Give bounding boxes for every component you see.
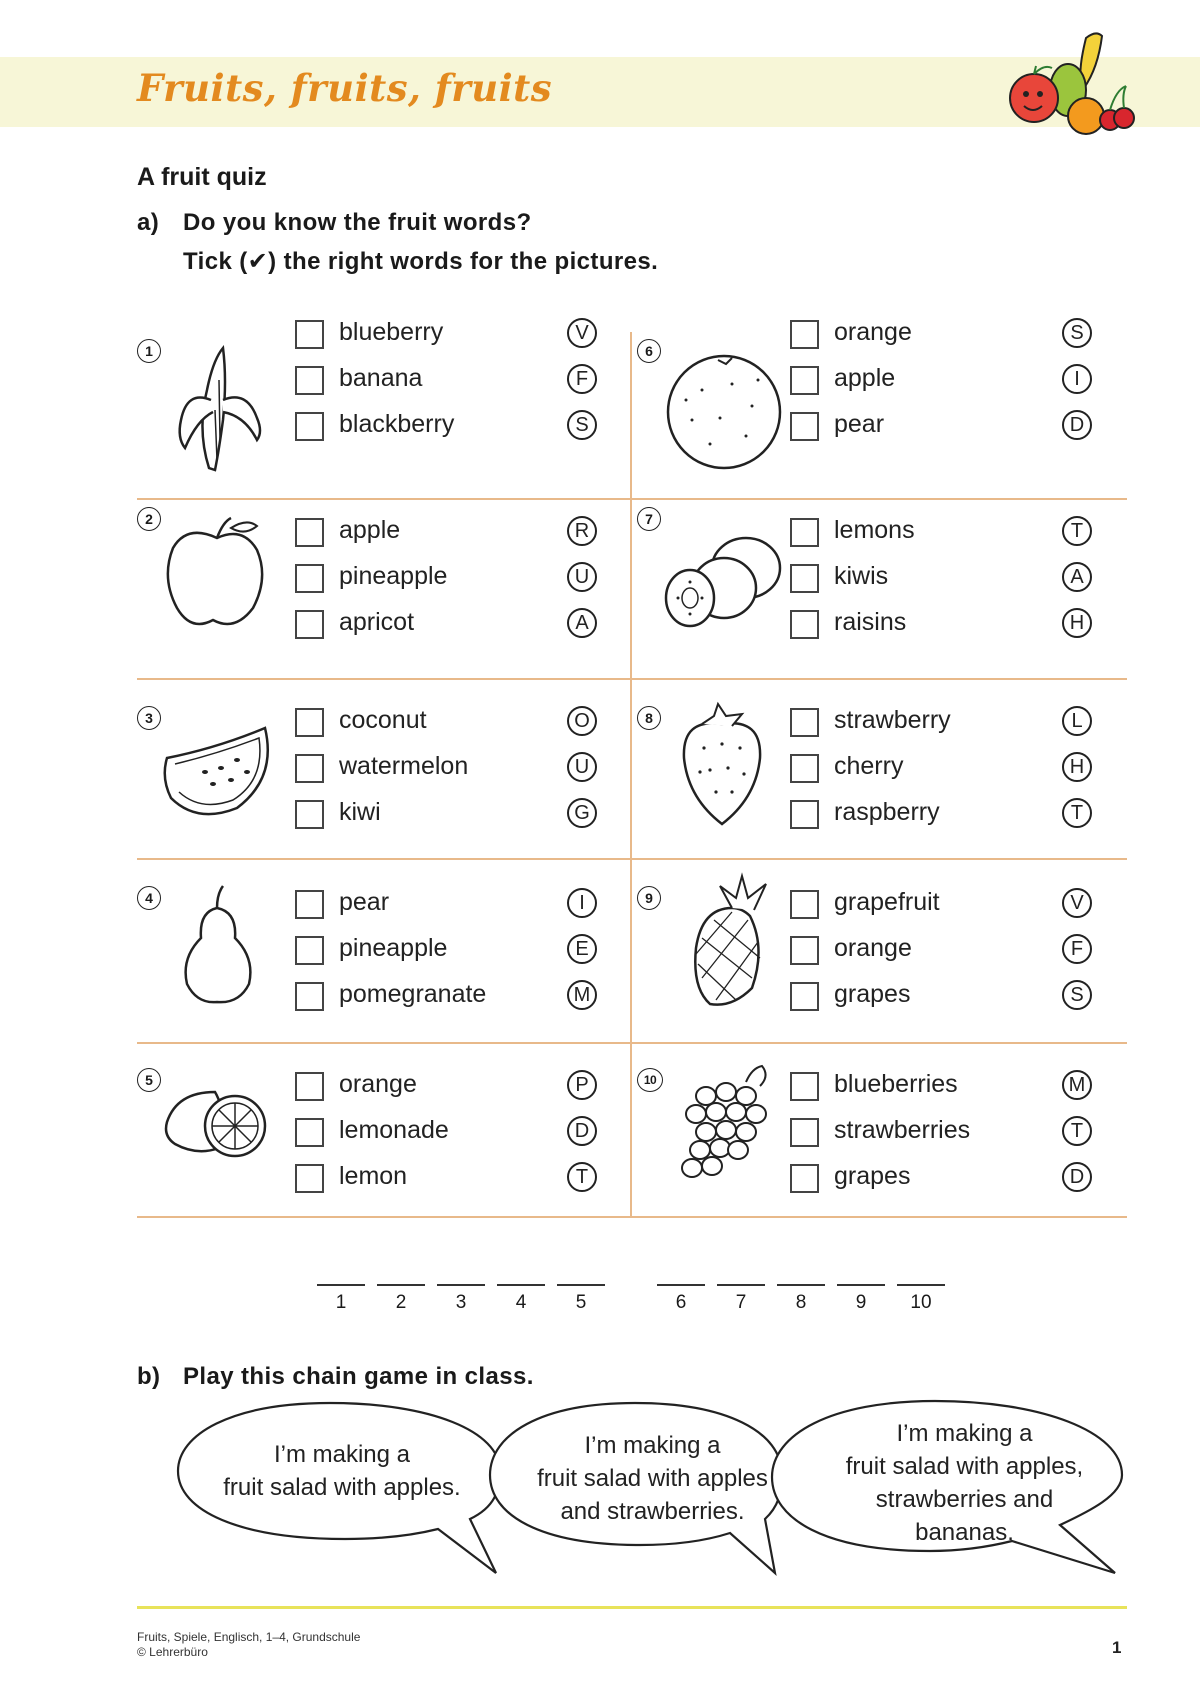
letter-code: V — [1062, 888, 1092, 918]
option-word: blueberries — [834, 1070, 958, 1098]
bubble-1-text: I’m making a fruit salad with apples. — [223, 1441, 461, 1501]
quiz-item — [632, 858, 1127, 1042]
page-number: 1 — [1112, 1638, 1122, 1657]
option-word: watermelon — [339, 752, 469, 780]
quiz-item — [137, 678, 632, 858]
tick-checkbox[interactable] — [295, 800, 324, 829]
grapes-icon — [662, 1052, 782, 1192]
letter-code: F — [567, 364, 597, 394]
tick-checkbox[interactable] — [790, 366, 819, 395]
letter-code: D — [1062, 1162, 1092, 1192]
letter-code: U — [567, 562, 597, 592]
option-row — [295, 705, 625, 745]
tick-checkbox[interactable] — [790, 518, 819, 547]
quiz-item — [137, 318, 632, 498]
tick-checkbox[interactable] — [790, 1164, 819, 1193]
option-row — [790, 561, 1120, 601]
item-number: 10 — [637, 1068, 663, 1092]
option-row — [790, 979, 1120, 1019]
tick-checkbox[interactable] — [790, 564, 819, 593]
answer-number: 8 — [795, 1292, 807, 1313]
item-number: 2 — [137, 507, 161, 531]
option-word: pear — [834, 410, 885, 438]
letter-code: P — [567, 1070, 597, 1100]
tick-checkbox[interactable] — [790, 708, 819, 737]
option-row — [295, 887, 625, 927]
quiz-item — [632, 1042, 1127, 1216]
option-word: orange — [834, 934, 912, 962]
option-word: apple — [339, 516, 401, 544]
quiz-item — [632, 678, 1127, 858]
page-title: Fruits, fruits, fruits — [137, 66, 553, 110]
letter-code: H — [1062, 608, 1092, 638]
option-word: grapefruit — [834, 888, 940, 916]
tick-checkbox[interactable] — [790, 610, 819, 639]
letter-code: A — [1062, 562, 1092, 592]
lemon-icon — [157, 1052, 277, 1192]
letter-code: S — [1062, 318, 1092, 348]
option-word: lemon — [339, 1162, 408, 1190]
letter-code: D — [567, 1116, 597, 1146]
answer-number: 7 — [735, 1292, 747, 1313]
option-row — [295, 1161, 625, 1201]
option-word: coconut — [339, 706, 427, 734]
tick-checkbox[interactable] — [790, 936, 819, 965]
option-word: cherry — [834, 752, 904, 780]
footer-rule — [137, 1606, 1127, 1609]
task-b-letter: b) — [137, 1363, 161, 1390]
option-row — [295, 561, 625, 601]
option-word: grapes — [834, 1162, 911, 1190]
option-word: lemonade — [339, 1116, 449, 1144]
option-word: pineapple — [339, 934, 448, 962]
letter-code: T — [1062, 798, 1092, 828]
letter-code: T — [1062, 516, 1092, 546]
answer-slot[interactable] — [497, 1284, 545, 1286]
option-word: grapes — [834, 980, 911, 1008]
tick-checkbox[interactable] — [790, 1072, 819, 1101]
tick-checkbox[interactable] — [295, 708, 324, 737]
option-row — [790, 1069, 1120, 1109]
tick-checkbox[interactable] — [295, 936, 324, 965]
item-number: 8 — [637, 706, 661, 730]
section-heading: A fruit quiz — [137, 163, 267, 191]
tick-checkbox[interactable] — [790, 982, 819, 1011]
bubble-3-text: I’m making a fruit salad with apples, strawberries and bananas. — [845, 1420, 1084, 1546]
footer-source: Fruits, Spiele, Englisch, 1–4, Grundschule © Lehrerbüro — [137, 1630, 361, 1659]
option-row — [295, 363, 625, 403]
letter-code: L — [1062, 706, 1092, 736]
option-word: lemons — [834, 516, 915, 544]
answer-number: 10 — [910, 1292, 932, 1313]
orange-icon — [662, 340, 782, 480]
item-number: 9 — [637, 886, 661, 910]
option-row — [295, 409, 625, 449]
letter-code: U — [567, 752, 597, 782]
option-row — [790, 705, 1120, 745]
answer-number: 3 — [455, 1292, 467, 1313]
letter-code: E — [567, 934, 597, 964]
option-row — [790, 515, 1120, 555]
letter-code: M — [1062, 1070, 1092, 1100]
option-row — [295, 317, 625, 357]
letter-code: R — [567, 516, 597, 546]
option-row — [790, 797, 1120, 837]
option-row — [790, 317, 1120, 357]
option-row — [295, 607, 625, 647]
option-row — [790, 607, 1120, 647]
option-row — [295, 1069, 625, 1109]
tick-checkbox[interactable] — [295, 1072, 324, 1101]
quiz-grid — [137, 318, 1127, 1218]
answer-slot[interactable] — [317, 1284, 365, 1286]
option-word: banana — [339, 364, 423, 392]
tick-checkbox[interactable] — [790, 800, 819, 829]
quiz-item — [137, 858, 632, 1042]
item-number: 1 — [137, 339, 161, 363]
tick-checkbox[interactable] — [295, 754, 324, 783]
option-row — [790, 1161, 1120, 1201]
answer-slot[interactable] — [557, 1284, 605, 1286]
pear-icon — [157, 868, 277, 1008]
tick-checkbox[interactable] — [295, 982, 324, 1011]
option-word: kiwi — [339, 798, 381, 826]
option-word: blackberry — [339, 410, 455, 438]
tick-checkbox[interactable] — [295, 320, 324, 349]
tick-checkbox[interactable] — [295, 412, 324, 441]
option-row — [295, 933, 625, 973]
option-word: pear — [339, 888, 390, 916]
answer-number: 6 — [675, 1292, 687, 1313]
tick-checkbox[interactable] — [295, 890, 324, 919]
option-word: strawberries — [834, 1116, 971, 1144]
option-row — [295, 1115, 625, 1155]
option-word: pomegranate — [339, 980, 487, 1008]
letter-code: T — [567, 1162, 597, 1192]
answer-number: 5 — [575, 1292, 587, 1313]
option-row — [790, 933, 1120, 973]
option-word: pineapple — [339, 562, 448, 590]
quiz-item — [137, 1042, 632, 1216]
option-word: orange — [339, 1070, 417, 1098]
quiz-item — [137, 498, 632, 678]
tick-checkbox[interactable] — [790, 1118, 819, 1147]
letter-code: I — [567, 888, 597, 918]
apple-icon — [157, 508, 277, 648]
letter-code: D — [1062, 410, 1092, 440]
task-b-text: Play this chain game in class. — [183, 1363, 534, 1390]
option-row — [790, 887, 1120, 927]
answer-slot[interactable] — [837, 1284, 885, 1286]
answer-slot[interactable] — [717, 1284, 765, 1286]
letter-code: I — [1062, 364, 1092, 394]
tick-checkbox[interactable] — [295, 366, 324, 395]
item-number: 5 — [137, 1068, 161, 1092]
answer-number: 9 — [855, 1292, 867, 1313]
option-word: blueberry — [339, 318, 444, 346]
task-a-line2: Tick (✔) the right words for the pictures. — [183, 248, 659, 275]
item-number: 4 — [137, 886, 161, 910]
tick-checkbox[interactable] — [790, 412, 819, 441]
answer-slot[interactable] — [377, 1284, 425, 1286]
option-row — [295, 751, 625, 791]
letter-code: V — [567, 318, 597, 348]
letter-code: S — [567, 410, 597, 440]
letter-code: O — [567, 706, 597, 736]
tick-checkbox[interactable] — [295, 564, 324, 593]
option-row — [295, 797, 625, 837]
letter-code: G — [567, 798, 597, 828]
tick-checkbox[interactable] — [790, 754, 819, 783]
option-word: kiwis — [834, 562, 889, 590]
option-word: orange — [834, 318, 912, 346]
bubble-2-text: I’m making a fruit salad with apples and strawberries. — [537, 1432, 768, 1525]
pineapple-icon — [662, 868, 782, 1008]
tick-checkbox[interactable] — [295, 610, 324, 639]
item-number: 3 — [137, 706, 161, 730]
answer-slot[interactable] — [777, 1284, 825, 1286]
fruit-basket-icon — [998, 28, 1143, 140]
item-number: 6 — [637, 339, 661, 363]
option-word: apple — [834, 364, 896, 392]
watermelon-icon — [157, 688, 277, 828]
answer-number: 1 — [335, 1292, 347, 1313]
letter-code: A — [567, 608, 597, 638]
item-number: 7 — [637, 507, 661, 531]
option-word: raspberry — [834, 798, 940, 826]
option-row — [790, 409, 1120, 449]
option-row — [790, 363, 1120, 403]
letter-code: F — [1062, 934, 1092, 964]
answer-slot[interactable] — [657, 1284, 705, 1286]
option-word: apricot — [339, 608, 415, 636]
letter-code: H — [1062, 752, 1092, 782]
tick-checkbox[interactable] — [790, 890, 819, 919]
answer-number: 4 — [515, 1292, 527, 1313]
task-a-line1: Do you know the fruit words? — [183, 209, 532, 236]
option-row — [295, 979, 625, 1019]
tick-checkbox[interactable] — [295, 1118, 324, 1147]
task-a-letter: a) — [137, 209, 160, 236]
option-word: raisins — [834, 608, 907, 636]
option-row — [295, 515, 625, 555]
letter-code: T — [1062, 1116, 1092, 1146]
banana-icon — [157, 340, 277, 480]
strawberry-icon — [662, 688, 782, 828]
option-row — [790, 751, 1120, 791]
option-row — [790, 1115, 1120, 1155]
tick-checkbox[interactable] — [790, 320, 819, 349]
quiz-item — [632, 498, 1127, 678]
letter-code: S — [1062, 980, 1092, 1010]
tick-checkbox[interactable] — [295, 1164, 324, 1193]
kiwis-icon — [662, 508, 782, 648]
quiz-item — [632, 318, 1127, 498]
tick-checkbox[interactable] — [295, 518, 324, 547]
answer-slot[interactable] — [897, 1284, 945, 1286]
option-word: strawberry — [834, 706, 951, 734]
answer-slot[interactable] — [437, 1284, 485, 1286]
letter-code: M — [567, 980, 597, 1010]
answer-number: 2 — [395, 1292, 407, 1313]
